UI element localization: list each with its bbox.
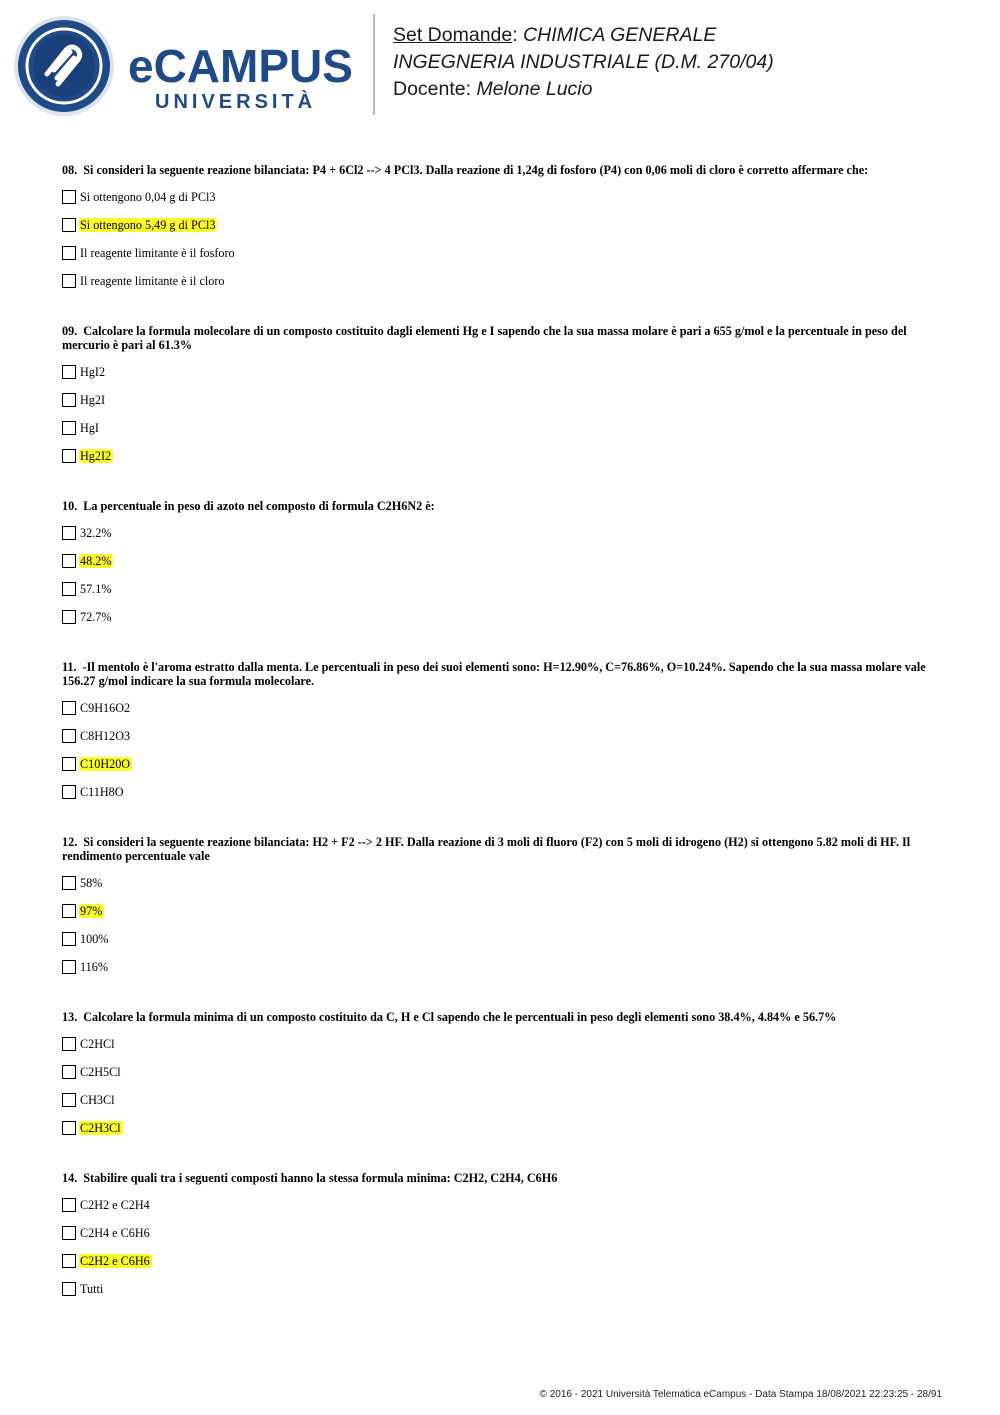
- answer-text-correct: 97%: [80, 904, 103, 918]
- answer-option[interactable]: [62, 960, 942, 988]
- answer-option[interactable]: [62, 218, 942, 246]
- answer-text: C2H4 e C6H6: [80, 1226, 150, 1240]
- answer-text: C8H12O3: [80, 729, 131, 743]
- checkbox[interactable]: [62, 1254, 76, 1268]
- answer-option[interactable]: [62, 449, 942, 477]
- question-number: 13.: [62, 1010, 78, 1024]
- checkbox[interactable]: [62, 610, 76, 624]
- checkbox[interactable]: [62, 960, 76, 974]
- checkbox[interactable]: [62, 757, 76, 771]
- teacher-name: Melone Lucio: [476, 78, 593, 100]
- header-info: Set Domande: CHIMICA GENERALE INGEGNERIA INDUSTRIALE (D.M. 270/04) Docente: Melone Lucio: [393, 24, 774, 100]
- answer-text: 116%: [80, 960, 108, 974]
- checkbox[interactable]: [62, 904, 76, 918]
- question-number: 08.: [62, 163, 78, 177]
- answer-option[interactable]: [62, 1198, 942, 1226]
- answer-option[interactable]: [62, 1093, 942, 1121]
- answer-option[interactable]: [62, 1226, 942, 1254]
- question-number: 12.: [62, 835, 78, 849]
- answer-text: HgI: [80, 421, 99, 435]
- degree-name: INGEGNERIA INDUSTRIALE (D.M. 270/04): [393, 51, 774, 73]
- checkbox[interactable]: [62, 1226, 76, 1240]
- answer-option[interactable]: [62, 932, 942, 960]
- answer-text-correct: Hg2I2: [80, 449, 112, 463]
- checkbox[interactable]: [62, 393, 76, 407]
- question-13: [62, 1010, 942, 1149]
- answer-text: 32.2%: [80, 526, 112, 540]
- page-header: [0, 0, 1000, 130]
- checkbox[interactable]: [62, 246, 76, 260]
- teacher-label: Docente:: [393, 78, 472, 100]
- answer-text: C9H16O2: [80, 701, 131, 715]
- checkbox[interactable]: [62, 729, 76, 743]
- answer-option[interactable]: [62, 582, 942, 610]
- answer-option[interactable]: [62, 1282, 942, 1310]
- question-number: 09.: [62, 324, 78, 338]
- question-body: Si consideri la seguente reazione bilanciata: H2 + F2 --> 2 HF. Dalla reazione di 3 moli di fluoro (F2) con 5 moli di idrogeno (H2) si ottengono 5.82 moli di HF. Il rendimento percentuale vale: [62, 835, 911, 863]
- checkbox[interactable]: [62, 1121, 76, 1135]
- checkbox[interactable]: [62, 785, 76, 799]
- answer-option[interactable]: [62, 729, 942, 757]
- answer-text-correct: C10H20O: [80, 757, 131, 771]
- question-8: [62, 163, 942, 302]
- answer-text-correct: 48.2%: [80, 554, 112, 568]
- answer-text: C2H5Cl: [80, 1065, 121, 1079]
- course-name: CHIMICA GENERALE: [523, 24, 717, 46]
- checkbox[interactable]: [62, 1282, 76, 1296]
- answer-text: Tutti: [80, 1282, 104, 1296]
- question-number: 14.: [62, 1171, 78, 1185]
- answer-option[interactable]: [62, 757, 942, 785]
- answer-text-correct: C2H2 e C6H6: [80, 1254, 150, 1268]
- question-list: [62, 163, 942, 1296]
- answer-option[interactable]: [62, 393, 942, 421]
- question-text: [62, 1010, 942, 1024]
- header-divider: [373, 14, 375, 115]
- answer-text-correct: C2H3Cl: [80, 1121, 121, 1135]
- question-text: [62, 324, 942, 352]
- checkbox[interactable]: [62, 365, 76, 379]
- checkbox[interactable]: [62, 526, 76, 540]
- answer-text: 57.1%: [80, 582, 112, 596]
- answer-text: Hg2I: [80, 393, 106, 407]
- question-text: [62, 1171, 942, 1185]
- answer-option[interactable]: [62, 610, 942, 638]
- checkbox[interactable]: [62, 218, 76, 232]
- question-body: Stabilire quali tra i seguenti composti hanno la stessa formula minima: C2H2, C2H4, C6H6: [83, 1171, 558, 1185]
- checkbox[interactable]: [62, 876, 76, 890]
- question-text: [62, 835, 942, 863]
- question-body: Si consideri la seguente reazione bilanciata: P4 + 6Cl2 --> 4 PCl3. Dalla reazione di 1,24g di fosforo (P4) con 0,06 moli di cloro è corretto affermare che:: [83, 163, 869, 177]
- answer-option[interactable]: [62, 190, 942, 218]
- answer-option[interactable]: [62, 554, 942, 582]
- answer-text: 100%: [80, 932, 109, 946]
- checkbox[interactable]: [62, 1065, 76, 1079]
- checkbox[interactable]: [62, 1093, 76, 1107]
- answer-option[interactable]: [62, 701, 942, 729]
- question-number: 11.: [62, 660, 77, 674]
- answer-option[interactable]: [62, 1121, 942, 1149]
- answer-option[interactable]: [62, 526, 942, 554]
- answer-option[interactable]: [62, 365, 942, 393]
- checkbox[interactable]: [62, 582, 76, 596]
- ecampus-logo: [14, 14, 359, 118]
- answer-text-correct: Si ottengono 5,49 g di PCl3: [80, 218, 216, 232]
- answer-option[interactable]: [62, 246, 942, 274]
- question-body: Calcolare la formula molecolare di un composto costituito dagli elementi Hg e I sapendo che la sua massa molare è pari a 655 g/mol e la percentuale in peso del mercurio è pari al 61.3%: [62, 324, 907, 352]
- answer-text: CH3Cl: [80, 1093, 115, 1107]
- answer-option[interactable]: [62, 1037, 942, 1065]
- question-text: [62, 499, 942, 513]
- checkbox[interactable]: [62, 701, 76, 715]
- answer-text: HgI2: [80, 365, 106, 379]
- answer-option[interactable]: [62, 785, 942, 813]
- answer-text: 72.7%: [80, 610, 112, 624]
- question-body: La percentuale in peso di azoto nel composto di formula C2H6N2 è:: [83, 499, 435, 513]
- answer-text: Il reagente limitante è il cloro: [80, 274, 225, 288]
- question-number: 10.: [62, 499, 78, 513]
- question-9: [62, 324, 942, 477]
- question-12: [62, 835, 942, 988]
- checkbox[interactable]: [62, 932, 76, 946]
- question-body: Calcolare la formula minima di un composto costituito da C, H e Cl sapendo che le percentuali in peso degli elementi sono 38.4%, 4.84% e 56.7%: [83, 1010, 837, 1024]
- checkbox[interactable]: [62, 554, 76, 568]
- answer-option[interactable]: [62, 1065, 942, 1093]
- answer-text: 58%: [80, 876, 103, 890]
- answer-text: C2HCl: [80, 1037, 115, 1051]
- answer-option[interactable]: [62, 1254, 942, 1282]
- page-footer: © 2016 - 2021 Università Telematica eCampus - Data Stampa 18/08/2021 22:23:25 - 28/91: [539, 1389, 942, 1400]
- answer-option[interactable]: [62, 274, 942, 302]
- checkbox[interactable]: [62, 274, 76, 288]
- answer-option[interactable]: [62, 876, 942, 904]
- answer-text: Si ottengono 0,04 g di PCl3: [80, 190, 216, 204]
- logo-wordmark: eCAMPUS: [128, 40, 353, 92]
- answer-text: C11H8O: [80, 785, 124, 799]
- answer-text: C2H2 e C2H4: [80, 1198, 150, 1212]
- question-14: [62, 1171, 942, 1310]
- checkbox[interactable]: [62, 190, 76, 204]
- logo-subtitle: UNIVERSITÀ: [155, 91, 317, 113]
- question-text: [62, 660, 942, 688]
- checkbox[interactable]: [62, 449, 76, 463]
- answer-text: Il reagente limitante è il fosforo: [80, 246, 235, 260]
- checkbox[interactable]: [62, 1198, 76, 1212]
- question-11: [62, 660, 942, 813]
- question-10: [62, 499, 942, 638]
- set-label: Set Domande: [393, 24, 513, 46]
- checkbox[interactable]: [62, 1037, 76, 1051]
- checkbox[interactable]: [62, 421, 76, 435]
- answer-option[interactable]: [62, 421, 942, 449]
- answer-option[interactable]: [62, 904, 942, 932]
- question-text: [62, 163, 942, 177]
- question-body: -Il mentolo è l'aroma estratto dalla menta. Le percentuali in peso dei suoi elementi sono: H=12.90%, C=76.86%, O=10.24%. Sapendo che la sua massa molare vale 156.27 g/mol indicare la sua formula molecolare.: [62, 660, 926, 688]
